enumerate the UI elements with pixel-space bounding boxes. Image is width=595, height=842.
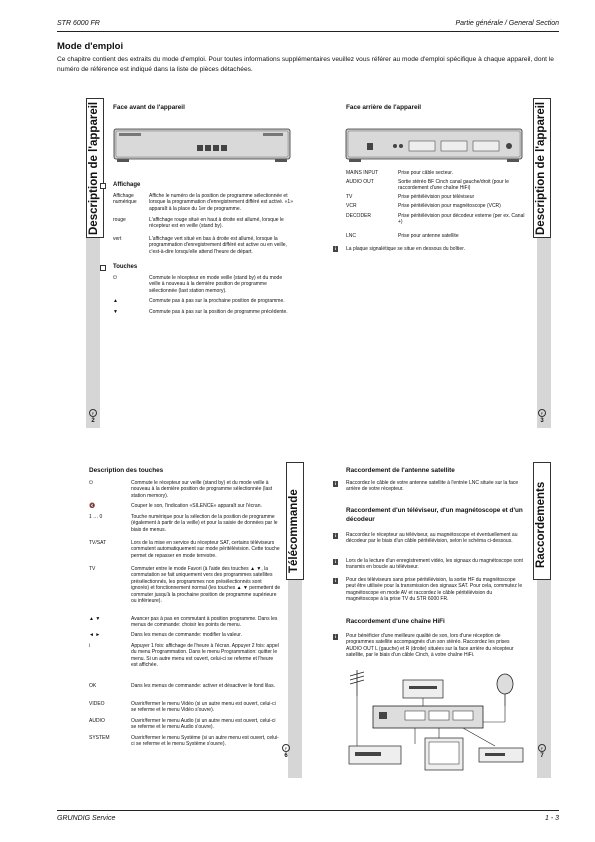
key-name-7: i (89, 643, 91, 649)
info-icon-tv: i (334, 533, 337, 538)
key-desc-0: Commute le récepteur sur veille (stand by) et du mode veille à nouveau à la dernière position de programme sélectionnée (last station memory). (131, 480, 273, 499)
header-rule (57, 31, 559, 32)
front-device-illustration (113, 126, 293, 166)
header-section: Partie générale / General Section (455, 20, 559, 27)
rear-val-0: Prise pour câble secteur. (398, 170, 454, 176)
rear-key-5: LNC (346, 233, 357, 239)
tv-text: Raccordez le récepteur au téléviseur, au magnétoscope et éventuellement au décodeur par le biais d'un câble péritélévision, selon le schéma ci-dessous. (346, 532, 518, 545)
info-icon-sat: i (334, 481, 337, 486)
touches-key-1: ▲ (113, 298, 118, 304)
key-desc-11: Ouvrir/fermer le menu Système (si un autre menu est ouvert, celui-ci se referme et le menu Système s'ouvre). (131, 735, 279, 748)
affichage-val-1: L'affichage rouge situé en haut à droite est allumé, lorsque le récepteur est en veille (stand by). (149, 217, 284, 230)
info-icon-vcr: i (334, 559, 337, 564)
tv-heading: Raccordement d'un téléviseur, d'un magnétoscope et d'un décodeur (346, 507, 523, 523)
affichage-key-0: Affichage numérique (113, 193, 137, 206)
page-number-4: 7 (540, 753, 544, 759)
affichage-title: Affichage (113, 182, 141, 188)
touches-title: Touches (113, 264, 138, 270)
rear-device-illustration (345, 126, 525, 166)
header-model: STR 6000 FR (57, 20, 100, 27)
page-number-3: 6 (284, 753, 288, 759)
sat-heading: Raccordement de l'antenne satellite (346, 467, 455, 474)
key-name-5: ▲ ▼ (89, 616, 101, 622)
side-title-3: Télécommande (288, 489, 300, 573)
key-name-9: VIDEO (89, 701, 105, 707)
info-icon-hifi: i (334, 634, 337, 639)
side-title-4: Raccordements (535, 481, 547, 568)
hifi-text: Pour bénéficier d'une meilleure qualité de son, lors d'une réception de programmes satellite accompagnés d'un son stéréo. Raccordez les prises AUDIO OUT L (gauche) et R (droite) situées sur la face arrière du récepteur satellite, par le biais d'un câble Cinch, à votre chaîne HiFi. (346, 633, 514, 659)
key-name-11: SYSTEM (89, 735, 110, 741)
side-title-2: Description de l'appareil (535, 101, 547, 235)
info-icon-hf: i (334, 578, 337, 583)
hifi-heading: Raccordement d'une chaîne HiFi (346, 618, 445, 625)
page-f-badge-1: F (89, 409, 97, 417)
affichage-val-2: L'affichage vert situé en bas à droite est allumé, lorsque la programmation d'enregistrement différé est active ou en veille, c'est-à-dire lorsqu'elle attend l'heure de départ. (149, 236, 287, 255)
sat-text: Raccordez le câble de votre antenne satellite à l'entrée LNC située sur la face arrière de votre récepteur. (346, 480, 519, 493)
page-f-badge-3: F (282, 744, 290, 752)
key-name-2: 1 … 0 (89, 514, 103, 520)
intro-text: Ce chapitre contient des extraits du mode d'emploi. Pour toutes informations supplémentaires veuillez vous référer au mode d'emploi spécifique à chaque appareil, dont le numéro de référence est indiqué dans la liste de pièces détachées. (57, 56, 554, 73)
rear-key-0: MAINS INPUT (346, 170, 379, 176)
rear-key-1: AUDIO OUT (346, 179, 374, 185)
key-desc-8: Dans les menus de commande: activer et désactiver le fond lilas. (131, 683, 275, 689)
rear-key-3: VCR (346, 203, 357, 209)
touches-val-0: Commute le récepteur en mode veille (stand by) et du mode veille à nouveau à la dernière position de programme sélectionnée (last station memory). (149, 275, 283, 294)
page-f-badge-2: F (538, 409, 546, 417)
vcr-text: Lors de la lecture d'un enregistrement vidéo, les signaux du magnétoscope sont transmis en boucle au téléviseur. (346, 558, 523, 571)
rear-val-3: Prise péritélévision pour magnétoscope (VCR) (398, 203, 501, 209)
key-desc-5: Avancer pas à pas en commutant à position programme. Dans les menus de commande: choisir les points de menu. (131, 616, 278, 629)
hf-text: Pour des téléviseurs sans prise péritélévision, la sortie HF du magnétoscope peut être utilisée pour la transmission des signaux SAT. Pour cela, commutez le magnétoscope en mode AV et raccordez le câble péritélévision du magnétoscope à la prise TV du STR 6000 FR. (346, 577, 523, 603)
footer-page: 1 - 3 (544, 815, 559, 822)
key-desc-3: Lors de la mise en service du récepteur SAT, certains téléviseurs commutent automatiquement sur mode péritélévision. Cette touche permet de repasser en mode terrestre. (131, 540, 280, 559)
touches-key-0: ⏻ (113, 275, 117, 281)
key-desc-7: Appuyer 1 fois: affichage de l'heure à l'écran. Appuyer 2 fois: appel du menu Programmation. Dans le menu Programmation: quitter le menu. Si un autre menu est ouvert, celui-ci se referme et l'heure est affichée. (131, 643, 279, 669)
key-desc-1: Couper le son, l'indication «SILENCE» apparaît sur l'écran. (131, 503, 262, 509)
rear-note: La plaque signalétique se situe en dessous du boîtier. (346, 246, 465, 252)
key-name-10: AUDIO (89, 718, 105, 724)
key-desc-4: Commuter entre le mode Favori (à l'aide des touches ▲ ▼, la commutation se fait uniquement vers des programmes satellites présélectionnés, les programmes non présélectionnés sont ignorés) et fonctionnement normal (les touches ▲ ▼ permettent de commuter jusqu'à la prochaine position de programme supérieure ou inférieure). (131, 566, 281, 605)
key-desc-2: Touche numérique pour la sélection de la position de programme (également à partir de la veille) et pour la saisie de données par le biais de menus. (131, 514, 278, 533)
checkbox-affichage (100, 183, 106, 189)
rear-val-2: Prise péritélévision pour téléviseur (398, 194, 475, 200)
key-name-8: OK (89, 683, 97, 689)
connection-diagram (345, 666, 527, 772)
checkbox-touches (100, 265, 106, 271)
rear-val-4: Prise péritélévision pour décodeur externe (per ex. Canal +) (398, 213, 525, 226)
key-desc-10: Ouvrir/fermer le menu Audio (si un autre menu est ouvert, celui-ci se referme et le menu Audio s'ouvre). (131, 718, 276, 731)
page-number-2: 3 (540, 418, 544, 424)
info-icon: i (334, 246, 337, 251)
affichage-val-0: Affiche le numéro de la position de programme sélectionnée et lorsque la programmation d'enregistrement différé est activé. «1» apparaît à la place du 1er de programme. (149, 193, 293, 212)
rear-heading: Face arrière de l'appareil (346, 104, 422, 111)
touches-val-2: Commute pas à pas sur la position de programme précédente. (149, 309, 288, 315)
footer-rule (57, 810, 559, 811)
keys-heading: Description des touches (89, 467, 164, 474)
touches-key-2: ▼ (113, 309, 118, 315)
key-name-3: TV/SAT (89, 540, 107, 546)
rear-val-5: Prise pour antenne satellite (398, 233, 459, 239)
page-f-badge-4: F (538, 744, 546, 752)
touches-val-1: Commute pas à pas sur la prochaine position de programme. (149, 298, 285, 304)
intro-title: Mode d'emploi (57, 41, 124, 52)
key-name-0: ⏻ (89, 480, 93, 486)
rear-key-2: TV (346, 194, 353, 200)
key-name-4: TV (89, 566, 96, 572)
side-title-1: Description de l'appareil (88, 101, 100, 235)
page-number-1: 2 (91, 418, 95, 424)
key-name-1: 🔇 (89, 503, 96, 509)
rear-val-1: Sortie stéréo BF Cinch canal gauche/droit (pour le raccordement d'une chaîne HiFi) (398, 179, 509, 192)
front-heading: Face avant de l'appareil (113, 104, 185, 111)
key-name-6: ◄ ► (89, 632, 101, 638)
rear-key-4: DECODER (346, 213, 372, 219)
affichage-key-2: vert (113, 236, 122, 242)
footer-brand: GRUNDIG Service (57, 815, 116, 822)
key-desc-9: Ouvrir/fermer le menu Vidéo (si un autre menu est ouvert, celui-ci se referme et le menu Vidéo s'ouvre). (131, 701, 276, 714)
affichage-key-1: rouge (113, 217, 126, 223)
key-desc-6: Dans les menus de commande: modifier la valeur. (131, 632, 242, 638)
